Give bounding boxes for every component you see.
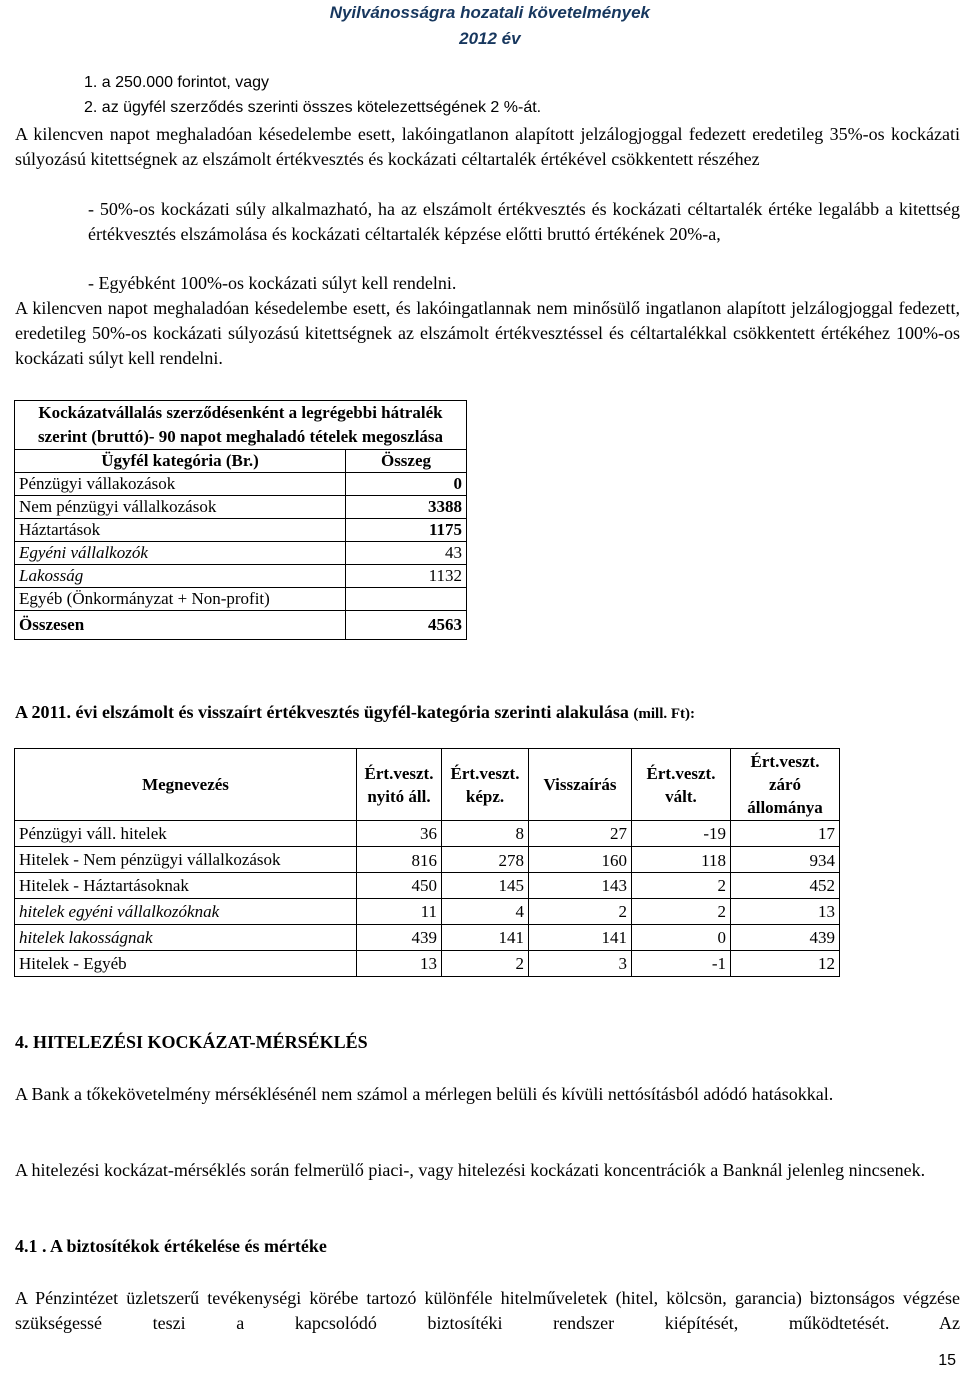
table2-cell: 13 bbox=[357, 951, 442, 977]
table2-cell: 0 bbox=[632, 925, 731, 951]
overdue-exposure-table bbox=[14, 400, 467, 640]
table2-cell: 13 bbox=[731, 899, 840, 925]
table2-cell: 2 bbox=[442, 951, 529, 977]
table2-cell: 11 bbox=[357, 899, 442, 925]
table-row bbox=[15, 925, 840, 951]
table1-cell-label: Nem pénzügyi vállalkozások bbox=[15, 496, 346, 519]
table2-cell: 143 bbox=[529, 873, 632, 899]
section-paragraph-1: A Bank a tőkekövetelmény mérséklésénél nem számol a mérlegen belüli és kívüli nettósításból adódó hatásokkal. bbox=[15, 1084, 834, 1104]
table2-cell: 439 bbox=[731, 925, 840, 951]
table2-cell-label: Hitelek - Egyéb bbox=[15, 951, 357, 977]
table1-title: Kockázatvállalás szerződésenként a legrégebbi hátralék szerint (bruttó)- 90 napot meghaladó tételek megoszlása bbox=[15, 401, 467, 450]
table-row bbox=[15, 873, 840, 899]
table1-cell-label: Egyéni vállalkozók bbox=[15, 542, 346, 565]
table2-cell: 816 bbox=[357, 847, 442, 873]
paragraph-1: A kilencven napot meghaladóan késedelembe esett, lakóingatlanon alapított jelzálogjoggal fedezett eredetileg 35%-os kockázati súlyozású kitettségnek az elszámolt értékvesztés és kockázati céltartalék értékével csökkentett részéhez bbox=[15, 124, 960, 169]
bullet-2: - Egyébként 100%-os kockázati súlyt kell rendelni. bbox=[88, 273, 457, 293]
table-row bbox=[15, 542, 467, 565]
table2-cell: 439 bbox=[357, 925, 442, 951]
table-row bbox=[15, 821, 840, 847]
impairment-table bbox=[14, 748, 840, 977]
header-year: 2012 év bbox=[459, 29, 521, 48]
table2-cell: 8 bbox=[442, 821, 529, 847]
list-item-2: 2. az ügyfél szerződés szerinti összes kötelezettségének 2 %-át. bbox=[84, 99, 542, 116]
table1-total-label: Összesen bbox=[15, 611, 346, 640]
table2-cell: -1 bbox=[632, 951, 731, 977]
table1-cell-value: 0 bbox=[346, 473, 467, 496]
table2-cell: 36 bbox=[357, 821, 442, 847]
table-row bbox=[15, 847, 840, 873]
list-item-1: 1. a 250.000 forintot, vagy bbox=[84, 74, 270, 91]
table1-cell-value: 3388 bbox=[346, 496, 467, 519]
table2-cell: 141 bbox=[442, 925, 529, 951]
header-title: Nyilvánosságra hozatali követelmények bbox=[329, 3, 650, 22]
table2-header-reversal: Visszaírás bbox=[529, 749, 632, 821]
table2-cell: 160 bbox=[529, 847, 632, 873]
table2-cell: 278 bbox=[442, 847, 529, 873]
table-row bbox=[15, 588, 467, 611]
paragraph-2: A kilencven napot meghaladóan késedelembe esett, és lakóingatlannak nem minősülő ingatlanon alapított jelzálogjoggal fedezett, eredetileg 50%-os kockázati súlyozású kitettségnek az elszámolt értékvesztéssel és céltartalékkal csökkentett értékéhez 100%-os kockázati súlyt kell rendelni. bbox=[15, 298, 960, 368]
table2-caption bbox=[15, 702, 695, 723]
table2-cell: -19 bbox=[632, 821, 731, 847]
table2-cell: 452 bbox=[731, 873, 840, 899]
table2-cell: 2 bbox=[632, 899, 731, 925]
table2-cell: 27 bbox=[529, 821, 632, 847]
table2-cell: 12 bbox=[731, 951, 840, 977]
table2-cell: 450 bbox=[357, 873, 442, 899]
table1-cell-value bbox=[346, 588, 467, 611]
numbered-list bbox=[84, 70, 541, 120]
table2-cell: 934 bbox=[731, 847, 840, 873]
table2-cell: 3 bbox=[529, 951, 632, 977]
table2-cell-label: hitelek lakosságnak bbox=[15, 925, 357, 951]
table-row bbox=[15, 951, 840, 977]
table2-cell-label: Hitelek - Háztartásoknak bbox=[15, 873, 357, 899]
table2-cell-label: Pénzügyi váll. hitelek bbox=[15, 821, 357, 847]
table2-cell: 4 bbox=[442, 899, 529, 925]
section-paragraph-2: A hitelezési kockázat-mérséklés során felmerülő piaci-, vagy hitelezési kockázati koncentrációk a Banknál jelenleg nincsenek. bbox=[15, 1160, 926, 1180]
table-row bbox=[15, 473, 467, 496]
table1-cell-label: Pénzügyi vállakozások bbox=[15, 473, 346, 496]
page-number: 15 bbox=[938, 1352, 956, 1369]
table2-caption-unit: (mill. Ft): bbox=[633, 706, 696, 722]
subsection-heading: 4.1 . A biztosítékok értékelése és mértéke bbox=[15, 1236, 327, 1256]
page-header bbox=[330, 0, 650, 52]
table2-cell-label: hitelek egyéni vállalkozóknak bbox=[15, 899, 357, 925]
table-row bbox=[15, 496, 467, 519]
table1-cell-value: 1132 bbox=[346, 565, 467, 588]
table2-header-closing: Ért.veszt. záró állománya bbox=[731, 749, 840, 821]
table2-cell: 2 bbox=[529, 899, 632, 925]
table2-cell: 118 bbox=[632, 847, 731, 873]
table2-cell-label: Hitelek - Nem pénzügyi vállalkozások bbox=[15, 847, 357, 873]
table1-cell-label: Háztartások bbox=[15, 519, 346, 542]
section-paragraph-3: A Pénzintézet üzletszerű tevékenységi körébe tartozó különféle hitelműveletek (hitel, kölcsön, garancia) biztonságos végzése szükségessé teszi a kapcsolódó biztosítéki rendszer kiépítését, működtetését. Az bbox=[15, 1288, 960, 1333]
table-row bbox=[15, 899, 840, 925]
table2-cell: 17 bbox=[731, 821, 840, 847]
table2-header-change: Ért.veszt. vált. bbox=[632, 749, 731, 821]
table1-cell-value: 43 bbox=[346, 542, 467, 565]
bullet-1: - 50%-os kockázati súly alkalmazható, ha az elszámolt értékvesztés és kockázati céltartalék értéke legalább a kitettség értékvesztés elszámolása és kockázati céltartalék képzése előtti bruttó értékének 20%-a, bbox=[88, 199, 960, 244]
table1-total-value: 4563 bbox=[346, 611, 467, 640]
table2-cell: 145 bbox=[442, 873, 529, 899]
table-row bbox=[15, 519, 467, 542]
table-row bbox=[15, 565, 467, 588]
table2-header-opening: Ért.veszt. nyitó áll. bbox=[357, 749, 442, 821]
table1-header-amount: Összeg bbox=[346, 450, 467, 473]
table2-caption-text: A 2011. évi elszámolt és visszaírt értékvesztés ügyfél-kategória szerinti alakulása bbox=[15, 702, 629, 722]
table2-header-name: Megnevezés bbox=[15, 749, 357, 821]
table1-cell-label: Egyéb (Önkormányzat + Non-profit) bbox=[15, 588, 346, 611]
table2-header-formation: Ért.veszt. képz. bbox=[442, 749, 529, 821]
section-heading: 4. HITELEZÉSI KOCKÁZAT-MÉRSÉKLÉS bbox=[15, 1032, 368, 1052]
table1-header-category: Ügyfél kategória (Br.) bbox=[15, 450, 346, 473]
table2-cell: 141 bbox=[529, 925, 632, 951]
table1-cell-label: Lakosság bbox=[15, 565, 346, 588]
table2-cell: 2 bbox=[632, 873, 731, 899]
table1-cell-value: 1175 bbox=[346, 519, 467, 542]
table-row bbox=[15, 611, 467, 640]
